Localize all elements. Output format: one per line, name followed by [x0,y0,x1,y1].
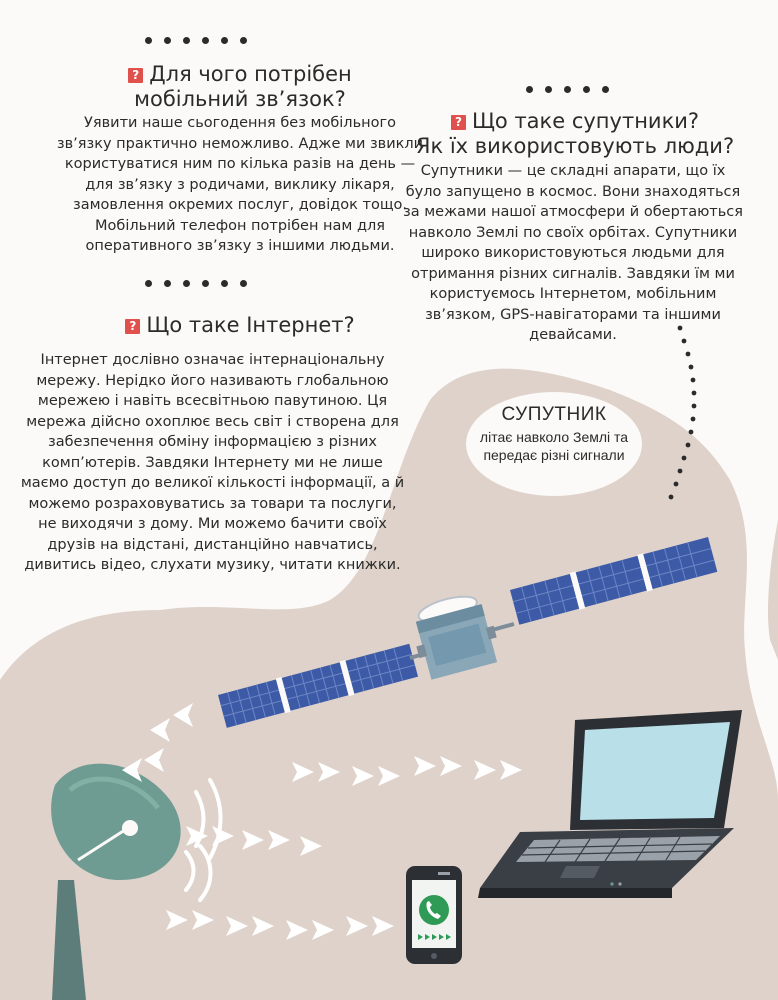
question-mark-icon: ? [125,319,140,334]
question-mark-icon: ? [128,68,143,83]
section-title-mobile: ? Для чого потрібен мобільний зв’язок? [40,62,440,112]
phone-icon [406,866,462,964]
callout-text: літає навколо Землі та передає різні сигнали [479,429,629,463]
satellite-dish-icon [51,764,181,1000]
section-text-internet: Інтернет дослівно означає інтернаціональну мережу. Нерідко його називають глобальною мережею і навіть всесвітньою павутиною. Ця мережа дійсно охоплює весь світ і створена для забезпечення обміну інформацією з різних комп’ютерів. Завдяки Інтернету ми не лише маємо доступ до великої кількості інформації, а й можемо розраховуватись за товари та послуги, не виходячи з дому. Ми можемо бачити своїх друзів на відстані, дистанційно навчатись, дивитись відео, слухати музику, читати книжки. [20,352,405,573]
satellite-icon [218,536,718,729]
laptop-icon [478,710,742,898]
section-title-internet: ? Що таке Інтернет? [40,313,440,338]
section-title-satellites: ? Що таке супутники? Як їх використовують люди? [415,109,735,158]
callout-title: СУПУТНИК [501,404,607,425]
dotted-trail [669,326,697,500]
section-text-mobile: Уявити наше сьогодення без мобільного зв’язку практично неможливо. Адже ми звикли користуватися ним по кілька разів на день — для зв’язку з родичами, виклику лікаря, замовлення окремих послуг, довідок тощо. Мобільний телефон потрібен нам для оперативного зв’язку з іншими людьми. [56,115,424,254]
section-text-satellites: Супутники — це складні апарати, що їх було запущено в космос. Вони знаходяться за межами нашої атмосфери й обертаються навколо Землі по своїх орбітах. Супутники широко використовуються людьми для отримання різних сигналів. Завдяки їм ми користуємось Інтернетом, мобільним зв’язком, GPS-навігаторами та іншими девайсами. [403,163,743,343]
question-mark-icon: ? [451,115,466,130]
